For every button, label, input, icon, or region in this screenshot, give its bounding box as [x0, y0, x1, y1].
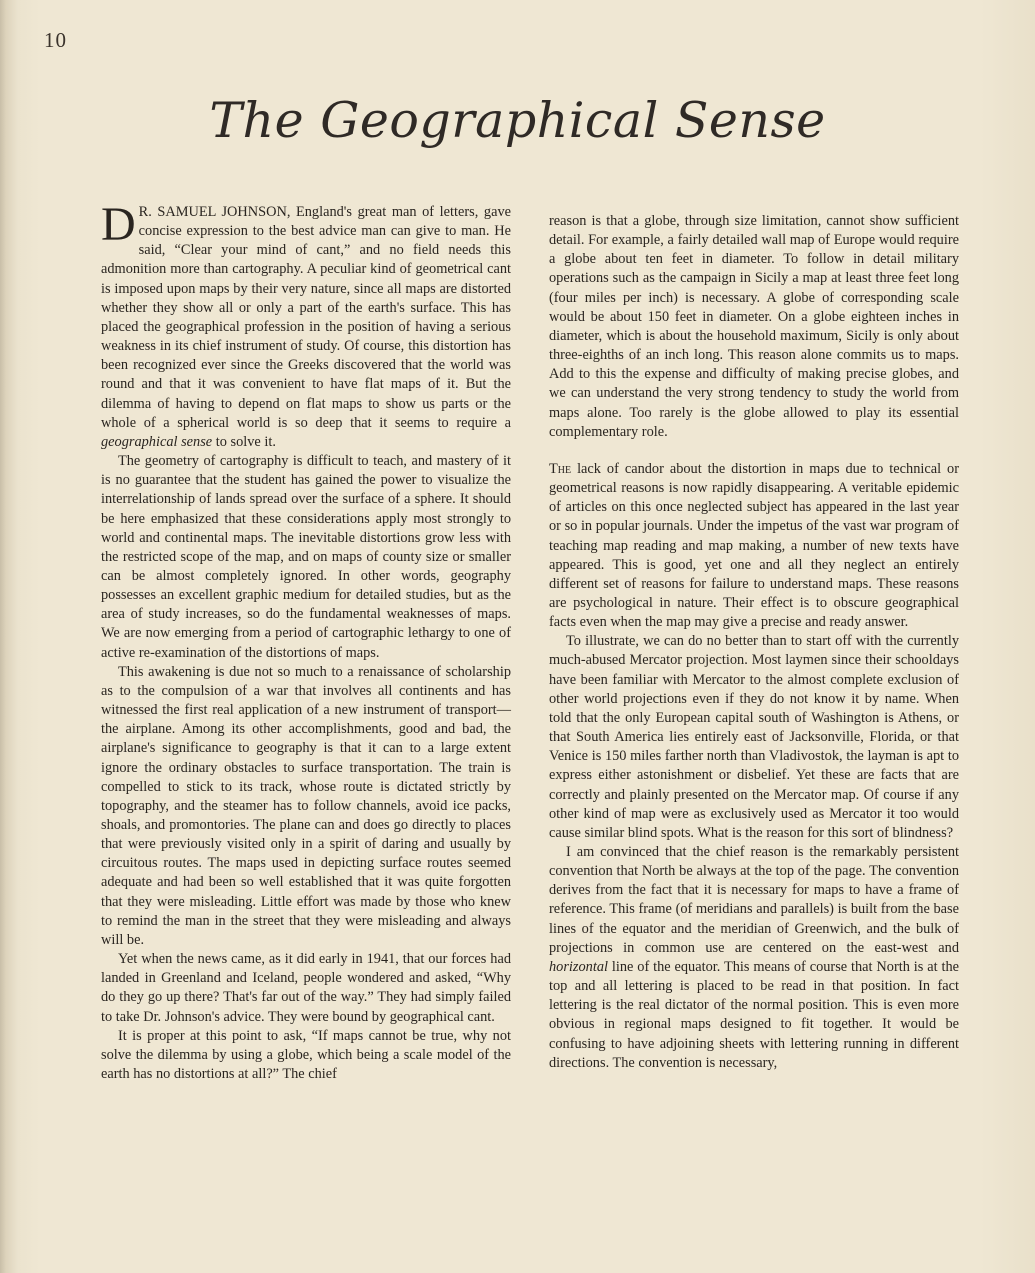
- emphasis-text: geographical sense: [101, 433, 213, 450]
- emphasis-text: horizontal: [549, 958, 608, 975]
- paragraph: The geometry of cartography is difficult to teach, and mastery of it is no guarantee that the student has gained the power to visualize the interrelationship of lands spread over the surface of a sphere. It should be here emphasized that these considerations apply most strongly to world and continental maps. The inevitable distortions grow less with the restricted scope of the map, and on maps of county size or smaller can be almost completely ignored. In other words, geography possesses an excellent graphic medium for detailed studies, but as the area of study increases, so do the fundamental weaknesses of maps. We are now emerging from a period of cartographic lethargy to one of active re-examination of the distortions of maps.: [101, 453, 511, 661]
- paragraph: reason is that a globe, through size limitation, cannot show sufficient detail. For example, a fairly detailed wall map of Europe would require a globe about ten feet in diameter. To follow in detail military operations such as the campaign in Sicily a map at least three feet long (four miles per inch) is necessary. A globe of corresponding scale would be about 150 feet in diameter. On a globe eighteen inches in diameter, which is about the household maximum, Sicily is only about three-eighths of an inch long. This reason alone commits us to maps. Add to this the expense and difficulty of making precise globes, and we can understand the very strong tendency to study the world from maps alone. Too rarely is the globe allowed to play its essential complementary role.: [549, 213, 959, 440]
- right-column: [549, 212, 959, 1073]
- paragraph-text: lack of candor about the distortion in maps due to technical or geometrical reasons is now rapidly disappearing. A veritable epidemic of articles on this once neglected subject has appeared in the last year or so in popular journals. Under the impetus of the vast war program of teaching map reading and map making, a number of new texts have appeared. This is good, yet one and all they neglect an entirely different set of reasons for failure to understand maps. These reasons are psychological in nature. Their effect is to obscure geographical facts even when the map may give a precise and ready answer.: [549, 460, 959, 631]
- paragraph-text: to solve it.: [212, 433, 276, 450]
- paragraph: Yet when the news came, as it did early in 1941, that our forces had landed in Greenland and Iceland, people wondered and asked, “Why do they go up there? That's far out of the way.” They had simply failed to take Dr. Johnson's advice. They were bound by geographical cant.: [101, 951, 511, 1025]
- paragraph: [101, 198, 511, 452]
- drop-cap: D: [101, 198, 136, 251]
- paragraph: It is proper at this point to ask, “If maps cannot be true, why not solve the dilemma by using a globe, which being a scale model of the earth has no distortions at all?” The chief: [101, 1027, 511, 1083]
- paragraph-text: R. SAMUEL JOHNSON, England's great man of letters, gave concise expression to the best advice man can give to man. He said, “Clear your mind of cant,” and no field needs this admonition more than cartography. A peculiar kind of geometrical cant is imposed upon maps by their very nature, since all maps are distorted whether they show all or only a part of the earth's surface. This has placed the geographical profession in the position of having a serious weakness in its chief instrument of study. Of course, this distortion has been recognized ever since the Greeks discovered that the world was round and that it was convenient to have flat maps of it. But the dilemma of having to depend on flat maps to show us parts or the whole of a spherical world is so deep that it seems to require a: [101, 204, 511, 431]
- left-column: [101, 198, 511, 1084]
- paragraph-text: I am convinced that the chief reason is the remarkably persistent convention that North be always at the top of the page. The convention derives from the fact that it is necessary for maps to have a frame of reference. This frame (of meridians and parallels) is built from the base lines of the equator and the meridian of Greenwich, and the bulk of projections in common use are centered on the east-west and: [549, 844, 959, 956]
- paragraph-text: line of the equator. This means of course that North is at the top and all lettering is placed to be read in that position. In fact lettering is the real dictator of the normal position. This is even more obvious in regional maps designed to fit together. It would be confusing to have adjoining sheets with lettering running in different directions. The convention is necessary,: [549, 958, 959, 1071]
- small-caps-lead: The: [549, 460, 572, 477]
- paragraph: To illustrate, we can do no better than to start off with the currently much-abused Mercator projection. Most laymen since their schooldays have been familiar with Mercator to the almost complete exclusion of other world projections even if they do not know it by name. When told that the only European capital south of Washington is Athens, or that South America lies entirely east of Jacksonville, Florida, or that Venice is 150 miles farther north than Vladivostok, the layman is apt to express either astonishment or disbelief. Yet these are facts that are correctly and plainly presented on the Mercator map. Of course if any other kind of map were as exclusively used as Mercator it too would cause similar blind spots. What is the reason for this sort of blindness?: [549, 633, 959, 841]
- paragraph: [549, 843, 959, 1073]
- page-title: The Geographical Sense: [209, 92, 826, 149]
- paragraph: [549, 460, 959, 632]
- page-number: 10: [44, 28, 67, 52]
- paragraph: This awakening is due not so much to a renaissance of scholarship as to the compulsion of a war that involves all continents and has witnessed the first real application of a new instrument of transport—the airplane. Among its other accomplishments, good and bad, the airplane's significance to geography is that it can to a large extent ignore the ordinary obstacles to surface transportation. The train is compelled to stick to its track, whose route is dictated strictly by topography, and the steamer has to follow channels, avoid ice packs, shoals, and promontories. The plane can and does go directly to places that were previously visited only in a spirit of daring and usually by circuitous routes. The maps used in depicting surface routes seemed adequate and had been so well established that it was quite forgotten that they were misleading. Little effort was made by those who knew to remind the man in the street that they were misleading and always will be.: [101, 663, 511, 948]
